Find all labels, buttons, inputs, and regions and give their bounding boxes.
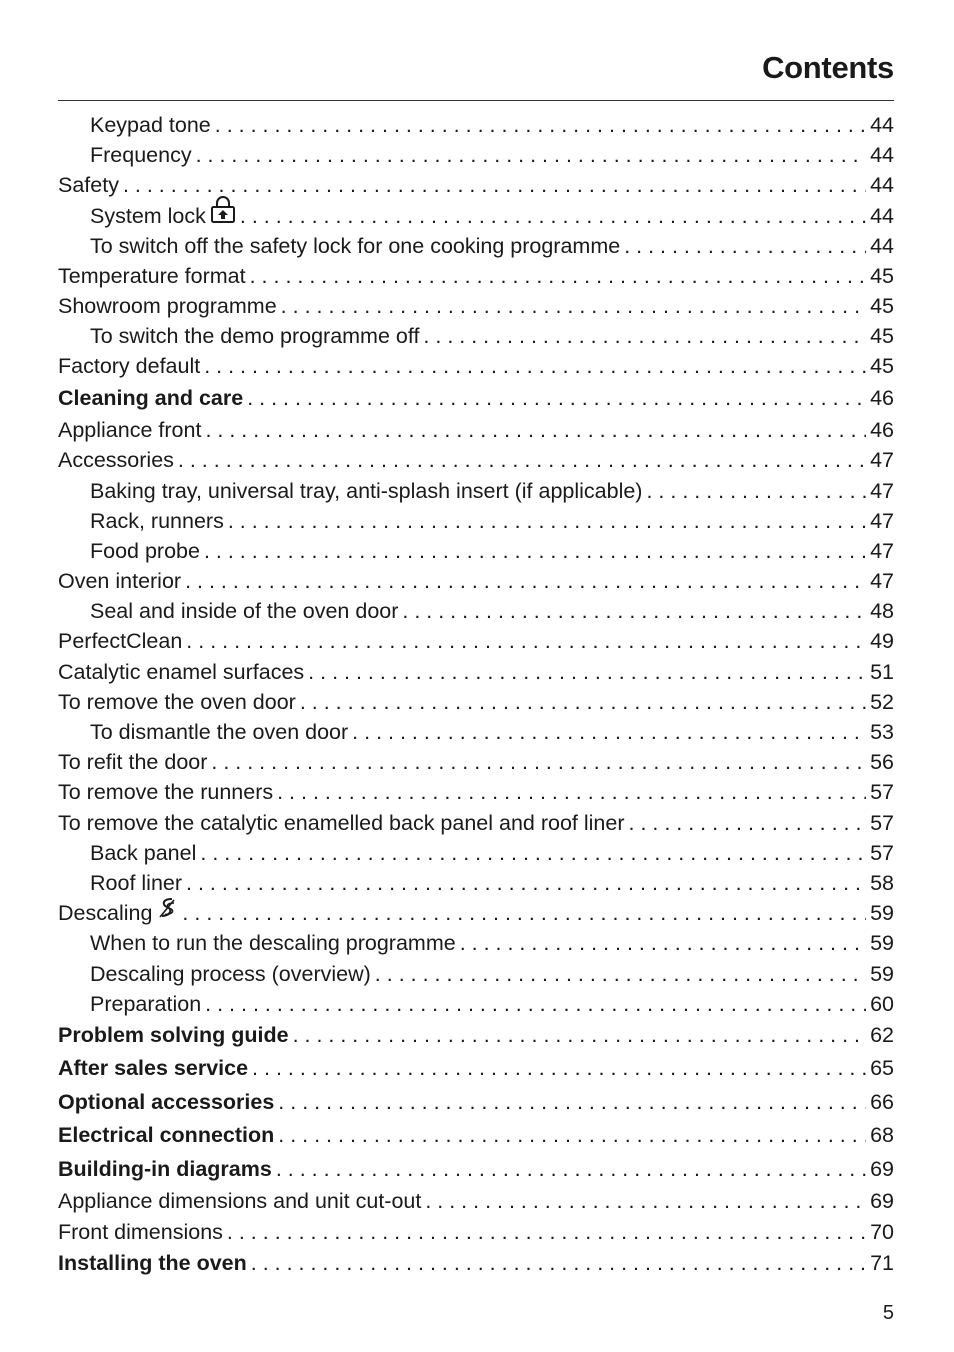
toc-entry-label: PerfectClean xyxy=(58,629,183,654)
toc-entry[interactable] xyxy=(58,898,894,928)
toc-dot-leader xyxy=(182,898,866,928)
toc-entry[interactable] xyxy=(58,777,894,807)
toc-dot-leader xyxy=(646,476,866,506)
toc-entry-label: Roof liner xyxy=(90,870,183,895)
toc-entry-label: Back panel xyxy=(90,840,197,865)
toc-dot-leader xyxy=(205,989,866,1019)
toc-entry-page: 46 xyxy=(870,385,894,410)
toc-entry[interactable] xyxy=(58,596,894,626)
toc-dot-leader xyxy=(204,536,866,566)
descaling-icon xyxy=(156,896,178,928)
toc-dot-leader xyxy=(228,506,866,536)
toc-entry-page: 57 xyxy=(870,840,894,865)
toc-dot-leader xyxy=(629,808,867,838)
toc-entry-label: Optional accessories xyxy=(58,1089,275,1114)
toc-entry[interactable] xyxy=(58,566,894,596)
toc-entry-label: Appliance front xyxy=(58,418,202,443)
toc-entry-page: 48 xyxy=(870,599,894,624)
toc-entry-page: 44 xyxy=(870,112,894,137)
toc-entry-page: 65 xyxy=(870,1056,894,1081)
toc-entry-label: To switch the demo programme off xyxy=(90,324,420,349)
toc-entry[interactable] xyxy=(58,1086,894,1120)
toc-entry-label: Factory default xyxy=(58,354,201,379)
toc-entry-label: Appliance dimensions and unit cut-out xyxy=(58,1189,422,1214)
toc-entry-label: To remove the oven door xyxy=(58,689,296,714)
toc-entry-label: After sales service xyxy=(58,1056,249,1081)
toc-dot-leader xyxy=(278,1119,866,1153)
toc-entry[interactable] xyxy=(58,291,894,321)
toc-entry-page: 58 xyxy=(870,870,894,895)
toc-entry[interactable] xyxy=(58,868,894,898)
toc-entry-page: 49 xyxy=(870,629,894,654)
title-divider xyxy=(58,100,894,101)
toc-dot-leader xyxy=(423,321,866,351)
toc-entry-page: 47 xyxy=(870,569,894,594)
toc-entry-label: Seal and inside of the oven door xyxy=(90,599,399,624)
toc-entry[interactable] xyxy=(58,657,894,687)
toc-entry[interactable] xyxy=(58,201,894,231)
toc-entry-label: Temperature format xyxy=(58,263,246,288)
toc-entry-page: 45 xyxy=(870,354,894,379)
toc-entry[interactable] xyxy=(58,506,894,536)
toc-entry[interactable] xyxy=(58,717,894,747)
toc-dot-leader xyxy=(624,231,866,261)
toc-entry-page: 46 xyxy=(870,418,894,443)
toc-entry-page: 70 xyxy=(870,1219,894,1244)
toc-entry-label: Baking tray, universal tray, anti-splash insert (if applicable) xyxy=(90,478,643,503)
toc-entry-label: Descaling xyxy=(58,901,153,926)
toc-entry-label: Oven interior xyxy=(58,569,182,594)
toc-dot-leader xyxy=(293,1019,867,1053)
toc-entry-page: 71 xyxy=(870,1250,894,1275)
toc-dot-leader xyxy=(300,687,866,717)
toc-dot-leader xyxy=(281,291,866,321)
toc-entry-label: Problem solving guide xyxy=(58,1022,289,1047)
toc-dot-leader xyxy=(375,959,866,989)
toc-entry[interactable] xyxy=(58,321,894,351)
toc-entry-label: Keypad tone xyxy=(90,112,211,137)
toc-entry-page: 68 xyxy=(870,1123,894,1148)
toc-entry-page: 47 xyxy=(870,508,894,533)
toc-entry[interactable] xyxy=(58,476,894,506)
toc-entry-label: Installing the oven xyxy=(58,1250,247,1275)
toc-entry-page: 45 xyxy=(870,324,894,349)
toc-dot-leader xyxy=(252,1052,866,1086)
toc-entry-page: 56 xyxy=(870,750,894,775)
toc-entry-page: 60 xyxy=(870,991,894,1016)
toc-dot-leader xyxy=(215,110,866,140)
toc-entry-label: Food probe xyxy=(90,538,200,563)
page-title: Contents xyxy=(762,50,894,85)
toc-entry-label: Descaling process (overview) xyxy=(90,961,371,986)
toc-dot-leader xyxy=(278,1086,866,1120)
toc-entry[interactable] xyxy=(58,747,894,777)
toc-entry-label: Accessories xyxy=(58,448,174,473)
toc-entry-label: To refit the door xyxy=(58,750,208,775)
toc-dot-leader xyxy=(277,777,866,807)
table-of-contents xyxy=(58,110,894,1280)
toc-entry-page: 59 xyxy=(870,961,894,986)
toc-entry[interactable] xyxy=(58,231,894,261)
toc-entry-label: System lock xyxy=(90,203,206,228)
toc-entry-label: Electrical connection xyxy=(58,1123,275,1148)
toc-entry[interactable] xyxy=(58,959,894,989)
toc-dot-leader xyxy=(308,657,866,687)
toc-dot-leader xyxy=(211,747,866,777)
toc-entry[interactable] xyxy=(58,1019,894,1053)
toc-entry-page: 69 xyxy=(870,1156,894,1181)
toc-dot-leader xyxy=(205,415,866,445)
toc-entry[interactable] xyxy=(58,928,894,958)
toc-dot-leader xyxy=(196,140,866,170)
toc-entry[interactable] xyxy=(58,536,894,566)
page-number: 5 xyxy=(882,1302,894,1324)
toc-entry[interactable] xyxy=(58,382,894,416)
toc-entry[interactable] xyxy=(58,170,894,200)
toc-entry[interactable] xyxy=(58,808,894,838)
toc-entry[interactable] xyxy=(58,415,894,445)
toc-entry-page: 44 xyxy=(870,203,894,228)
toc-entry[interactable] xyxy=(58,445,894,475)
toc-entry-page: 52 xyxy=(870,689,894,714)
toc-dot-leader xyxy=(227,1217,866,1247)
toc-entry-page: 59 xyxy=(870,901,894,926)
toc-entry-page: 44 xyxy=(870,233,894,258)
toc-dot-leader xyxy=(251,1247,866,1281)
toc-entry-page: 66 xyxy=(870,1089,894,1114)
toc-entry-page: 69 xyxy=(870,1189,894,1214)
toc-entry[interactable] xyxy=(58,352,894,382)
toc-dot-leader xyxy=(186,626,866,656)
toc-entry-label: When to run the descaling programme xyxy=(90,931,456,956)
toc-entry[interactable] xyxy=(58,989,894,1019)
toc-entry-page: 57 xyxy=(870,810,894,835)
toc-entry-label: To remove the runners xyxy=(58,780,274,805)
toc-dot-leader xyxy=(178,445,866,475)
toc-entry[interactable] xyxy=(58,140,894,170)
toc-entry-page: 47 xyxy=(870,538,894,563)
toc-entry-page: 44 xyxy=(870,143,894,168)
toc-dot-leader xyxy=(185,566,866,596)
toc-entry[interactable] xyxy=(58,1247,894,1281)
toc-dot-leader xyxy=(460,928,866,958)
toc-entry[interactable] xyxy=(58,1119,894,1153)
toc-entry-page: 44 xyxy=(870,173,894,198)
toc-entry[interactable] xyxy=(58,1052,894,1086)
toc-dot-leader xyxy=(352,717,866,747)
toc-entry[interactable] xyxy=(58,1153,894,1187)
toc-entry-label: Front dimensions xyxy=(58,1219,223,1244)
toc-entry-label: Preparation xyxy=(90,991,202,1016)
toc-entry-label: To dismantle the oven door xyxy=(90,720,349,745)
toc-entry[interactable] xyxy=(58,627,894,657)
toc-entry-page: 45 xyxy=(870,263,894,288)
toc-dot-leader xyxy=(425,1186,866,1216)
toc-entry-label: Catalytic enamel surfaces xyxy=(58,659,305,684)
toc-entry-label: To switch off the safety lock for one cooking programme xyxy=(90,233,621,258)
toc-dot-leader xyxy=(250,261,866,291)
toc-entry-page: 57 xyxy=(870,780,894,805)
toc-entry-label: Showroom programme xyxy=(58,294,277,319)
toc-entry[interactable] xyxy=(58,110,894,140)
toc-entry[interactable] xyxy=(58,1186,894,1216)
toc-dot-leader xyxy=(204,351,866,381)
toc-entry-label: Cleaning and care xyxy=(58,385,244,410)
toc-dot-leader xyxy=(247,382,866,416)
toc-entry-label: Frequency xyxy=(90,143,192,168)
lock-icon xyxy=(210,195,236,231)
toc-entry-page: 47 xyxy=(870,478,894,503)
toc-dot-leader xyxy=(276,1153,866,1187)
toc-dot-leader xyxy=(200,838,866,868)
toc-entry-page: 47 xyxy=(870,448,894,473)
toc-entry-label: Safety xyxy=(58,173,119,198)
toc-entry[interactable] xyxy=(58,1217,894,1247)
toc-entry-page: 45 xyxy=(870,294,894,319)
toc-entry-page: 59 xyxy=(870,931,894,956)
toc-dot-leader xyxy=(240,201,866,231)
toc-entry-label: Building-in diagrams xyxy=(58,1156,272,1181)
toc-dot-leader xyxy=(402,596,866,626)
toc-entry-label: Rack, runners xyxy=(90,508,224,533)
toc-entry[interactable] xyxy=(58,261,894,291)
toc-dot-leader xyxy=(186,868,866,898)
toc-entry-page: 53 xyxy=(870,720,894,745)
toc-entry-label: To remove the catalytic enamelled back panel and roof liner xyxy=(58,810,625,835)
toc-entry-page: 62 xyxy=(870,1022,894,1047)
toc-entry-page: 51 xyxy=(870,659,894,684)
toc-entry[interactable] xyxy=(58,838,894,868)
toc-entry[interactable] xyxy=(58,687,894,717)
